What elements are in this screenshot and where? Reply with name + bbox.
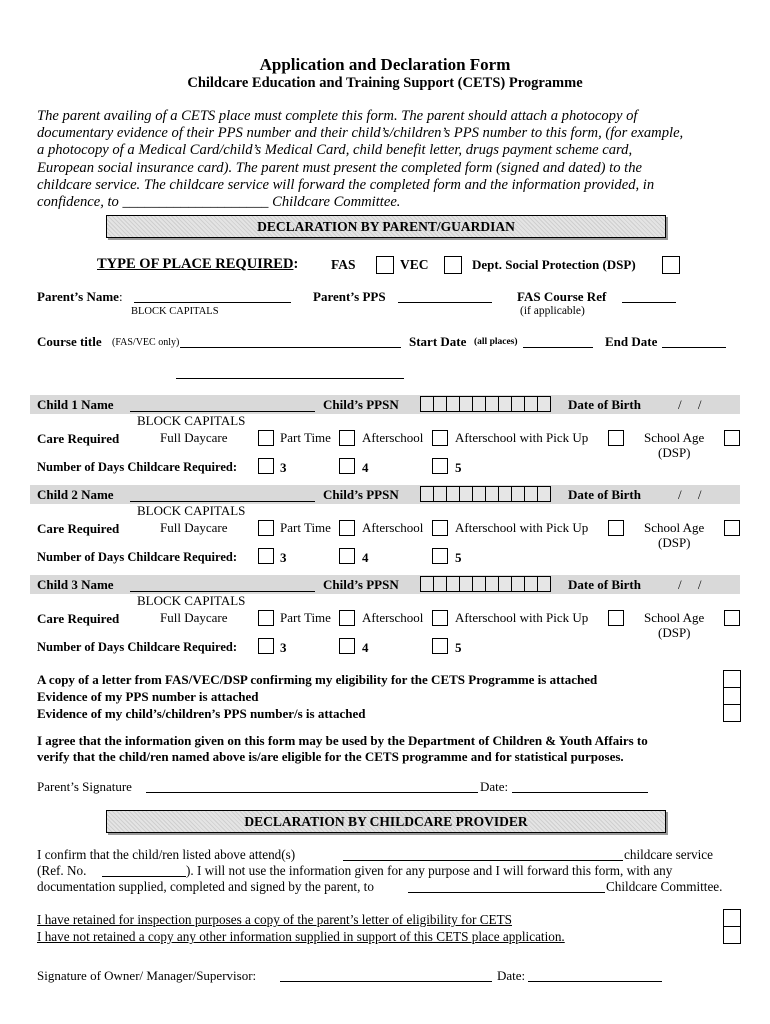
ppsn-digit-box[interactable] xyxy=(433,396,447,412)
ppsn-digit-box[interactable] xyxy=(537,396,551,412)
parents-name-label: Parent’s Name xyxy=(37,289,119,304)
parent-date-field[interactable] xyxy=(512,792,648,793)
part-time-checkbox[interactable] xyxy=(339,430,355,446)
ppsn-digit-box[interactable] xyxy=(485,486,499,502)
ppsn-digit-box[interactable] xyxy=(511,396,525,412)
committee-field[interactable] xyxy=(408,892,605,893)
retained-checkbox[interactable] xyxy=(723,909,741,927)
days-option-label: 5 xyxy=(455,640,462,655)
dsp-label: (DSP) xyxy=(658,445,691,460)
child-dob-field[interactable]: / / xyxy=(678,397,702,412)
page-subtitle: Childcare Education and Training Support (CETS) Programme xyxy=(187,75,583,91)
attachment-pps-checkbox[interactable] xyxy=(723,687,741,705)
child-name-label: Child 3 Name xyxy=(37,577,114,592)
child-name-label: Child 1 Name xyxy=(37,397,114,412)
provider-line2-end: ). I will not use the information given for any purpose and I will forward this form, with any xyxy=(186,863,673,878)
care-option-label: Afterschool xyxy=(362,430,424,445)
child-ppsn-label: Child’s PPSN xyxy=(323,397,399,412)
intro-line: a photocopy of a Medical Card/child’s Medical Card, child benefit letter, drugs payment scheme card, xyxy=(37,142,633,159)
not-retained-statement: I have not retained a copy any other information supplied in support of this CETS place application. xyxy=(37,929,565,944)
owner-date-label: Date: xyxy=(497,968,526,983)
ppsn-digit-box[interactable] xyxy=(537,576,551,592)
end-date-label: End Date xyxy=(605,334,658,349)
childcare-service-field[interactable] xyxy=(343,860,623,861)
school-age-label: School Age xyxy=(644,430,705,445)
child-ppsn-boxes[interactable] xyxy=(420,486,550,502)
full-daycare-checkbox[interactable] xyxy=(258,430,274,446)
ppsn-digit-box[interactable] xyxy=(524,576,538,592)
days-required-label: Number of Days Childcare Required: xyxy=(37,640,237,654)
days-option-label: 4 xyxy=(362,460,369,475)
ppsn-digit-box[interactable] xyxy=(433,576,447,592)
afterschool-checkbox[interactable] xyxy=(432,610,448,626)
child-name-label: Child 2 Name xyxy=(37,487,114,502)
ppsn-digit-box[interactable] xyxy=(420,576,434,592)
ppsn-digit-box[interactable] xyxy=(472,576,486,592)
intro-line: confidence, to ____________________ Childcare Committee. xyxy=(37,194,401,211)
owner-signature-label: Signature of Owner/ Manager/Supervisor: xyxy=(37,968,257,983)
child-dob-field[interactable]: / / xyxy=(678,577,702,592)
child-name-field[interactable] xyxy=(130,411,315,412)
ppsn-digit-box[interactable] xyxy=(459,486,473,502)
days-option-label: 3 xyxy=(280,550,287,565)
option-dsp-checkbox[interactable] xyxy=(662,256,680,274)
days-4-checkbox[interactable] xyxy=(339,548,355,564)
parents-name-heading xyxy=(37,289,123,305)
care-option-label: Full Daycare xyxy=(160,520,228,535)
ppsn-digit-box[interactable] xyxy=(511,576,525,592)
care-option-label: Afterschool xyxy=(362,520,424,535)
child-dob-label: Date of Birth xyxy=(568,487,641,502)
school-age-label: School Age xyxy=(644,520,705,535)
days-option-label: 3 xyxy=(280,640,287,655)
child-ppsn-label: Child’s PPSN xyxy=(323,577,399,592)
care-option-label: Afterschool with Pick Up xyxy=(455,610,589,625)
intro-line: The parent availing of a CETS place must complete this form. The parent should attach a photocopy of xyxy=(37,108,638,124)
fas-course-ref-field[interactable] xyxy=(622,302,676,303)
dsp-label: (DSP) xyxy=(658,535,691,550)
intro-line: documentary evidence of their PPS number and their child’s/children’s PPS number to this form, (for example, xyxy=(37,125,684,142)
parents-pps-field[interactable] xyxy=(398,302,492,303)
if-applicable-note: (if applicable) xyxy=(520,305,585,317)
option-vec-checkbox[interactable] xyxy=(444,256,462,274)
provider-line2-start: (Ref. No. xyxy=(37,863,87,878)
afterschool-pickup-checkbox[interactable] xyxy=(608,610,624,626)
ppsn-digit-box[interactable] xyxy=(446,486,460,502)
days-required-label: Number of Days Childcare Required: xyxy=(37,550,237,564)
child-block-capitals: BLOCK CAPITALS xyxy=(137,503,246,518)
afterschool-pickup-checkbox[interactable] xyxy=(608,430,624,446)
days-4-checkbox[interactable] xyxy=(339,458,355,474)
provider-declaration-banner: DECLARATION BY CHILDCARE PROVIDER xyxy=(106,810,666,833)
attachment-item: Evidence of my child’s/children’s PPS number/s is attached xyxy=(37,706,366,721)
school-age-checkbox[interactable] xyxy=(724,610,740,626)
option-dsp-label: Dept. Social Protection (DSP) xyxy=(472,257,636,272)
parents-name-field[interactable] xyxy=(134,302,291,303)
intro-paragraph xyxy=(37,108,737,211)
child-block-capitals: BLOCK CAPITALS xyxy=(137,593,246,608)
provider-line3-end: Childcare Committee. xyxy=(606,879,723,894)
place-type-heading xyxy=(97,256,298,273)
ppsn-digit-box[interactable] xyxy=(420,486,434,502)
child-block-capitals: BLOCK CAPITALS xyxy=(137,413,246,428)
child-ppsn-label: Child’s PPSN xyxy=(323,487,399,502)
option-fas-label: FAS xyxy=(331,257,356,272)
parents-name-colon: : xyxy=(118,289,123,304)
days-required-label: Number of Days Childcare Required: xyxy=(37,460,237,474)
school-age-checkbox[interactable] xyxy=(724,430,740,446)
block-capitals-note: BLOCK CAPITALS xyxy=(131,306,219,317)
place-type-label: TYPE OF PLACE REQUIRED xyxy=(97,256,294,272)
school-age-label: School Age xyxy=(644,610,705,625)
days-4-checkbox[interactable] xyxy=(339,638,355,654)
attachment-item: Evidence of my PPS number is attached xyxy=(37,689,259,704)
course-title-field-line2[interactable] xyxy=(176,378,404,379)
ppsn-digit-box[interactable] xyxy=(472,396,486,412)
ppsn-digit-box[interactable] xyxy=(498,576,512,592)
attachment-letter-checkbox[interactable] xyxy=(723,670,741,688)
days-option-label: 5 xyxy=(455,460,462,475)
provider-line3-start: documentation supplied, completed and signed by the parent, to xyxy=(37,879,374,894)
days-3-checkbox[interactable] xyxy=(258,548,274,564)
ppsn-digit-box[interactable] xyxy=(524,486,538,502)
ppsn-digit-box[interactable] xyxy=(433,486,447,502)
afterschool-checkbox[interactable] xyxy=(432,430,448,446)
care-option-label: Afterschool with Pick Up xyxy=(455,520,589,535)
owner-signature-field[interactable] xyxy=(280,981,492,982)
ppsn-digit-box[interactable] xyxy=(459,396,473,412)
child-ppsn-boxes[interactable] xyxy=(420,396,550,412)
agreement-line: verify that the child/ren named above is/are eligible for the CETS programme and for statistical purposes. xyxy=(37,749,624,764)
care-option-label: Full Daycare xyxy=(160,610,228,625)
ppsn-digit-box[interactable] xyxy=(485,576,499,592)
provider-line1-start: I confirm that the child/ren listed above attend(s) xyxy=(37,847,296,862)
child-name-field[interactable] xyxy=(130,501,315,502)
start-date-field[interactable] xyxy=(523,347,593,348)
part-time-checkbox[interactable] xyxy=(339,520,355,536)
child-dob-label: Date of Birth xyxy=(568,397,641,412)
attachment-item: A copy of a letter from FAS/VEC/DSP confirming my eligibility for the CETS Programme is attached xyxy=(37,672,598,687)
dsp-label: (DSP) xyxy=(658,625,691,640)
parent-signature-label: Parent’s Signature xyxy=(37,779,132,794)
days-5-checkbox[interactable] xyxy=(432,548,448,564)
afterschool-pickup-checkbox[interactable] xyxy=(608,520,624,536)
care-required-label: Care Required xyxy=(37,521,120,536)
care-option-label: Afterschool with Pick Up xyxy=(455,430,589,445)
parent-declaration-banner: DECLARATION BY PARENT/GUARDIAN xyxy=(106,215,666,238)
ppsn-digit-box[interactable] xyxy=(524,396,538,412)
ppsn-digit-box[interactable] xyxy=(472,486,486,502)
start-date-note: (all places) xyxy=(474,337,518,347)
retained-statement: I have retained for inspection purposes a copy of the parent’s letter of eligibility for CETS xyxy=(37,912,512,927)
owner-date-field[interactable] xyxy=(528,981,662,982)
place-type-colon: : xyxy=(293,256,299,272)
days-5-checkbox[interactable] xyxy=(432,458,448,474)
days-option-label: 4 xyxy=(362,550,369,565)
ppsn-digit-box[interactable] xyxy=(498,486,512,502)
not-retained-checkbox[interactable] xyxy=(723,926,741,944)
care-option-label: Part Time xyxy=(280,610,331,625)
ref-no-field[interactable] xyxy=(102,876,186,877)
start-date-label: Start Date xyxy=(409,334,467,349)
days-option-label: 5 xyxy=(455,550,462,565)
intro-line: European social insurance card). The parent must present the completed form (signed and dated) to the xyxy=(37,159,642,176)
care-option-label: Part Time xyxy=(280,430,331,445)
child-dob-label: Date of Birth xyxy=(568,577,641,592)
course-title-note: (FAS/VEC only) xyxy=(112,337,180,348)
full-daycare-checkbox[interactable] xyxy=(258,610,274,626)
end-date-field[interactable] xyxy=(662,347,726,348)
page-title: Application and Declaration Form xyxy=(259,55,511,74)
days-5-checkbox[interactable] xyxy=(432,638,448,654)
option-fas-checkbox[interactable] xyxy=(376,256,394,274)
ppsn-digit-box[interactable] xyxy=(498,396,512,412)
child-ppsn-boxes[interactable] xyxy=(420,576,550,592)
care-required-label: Care Required xyxy=(37,431,120,446)
intro-line: childcare service. The childcare service will forward the completed form and the information provided, in xyxy=(37,176,655,193)
part-time-checkbox[interactable] xyxy=(339,610,355,626)
child-name-field[interactable] xyxy=(130,591,315,592)
parents-pps-label: Parent’s PPS xyxy=(313,289,386,304)
option-vec-label: VEC xyxy=(400,257,429,272)
ppsn-digit-box[interactable] xyxy=(485,396,499,412)
full-daycare-checkbox[interactable] xyxy=(258,520,274,536)
course-title-field[interactable] xyxy=(180,347,401,348)
ppsn-digit-box[interactable] xyxy=(446,396,460,412)
child-dob-field[interactable]: / / xyxy=(678,487,702,502)
ppsn-digit-box[interactable] xyxy=(459,576,473,592)
ppsn-digit-box[interactable] xyxy=(420,396,434,412)
ppsn-digit-box[interactable] xyxy=(446,576,460,592)
care-option-label: Part Time xyxy=(280,520,331,535)
afterschool-checkbox[interactable] xyxy=(432,520,448,536)
care-required-label: Care Required xyxy=(37,611,120,626)
fas-course-ref-label: FAS Course Ref xyxy=(517,289,607,304)
parent-date-label: Date: xyxy=(480,779,509,794)
attachment-child-pps-checkbox[interactable] xyxy=(723,704,741,722)
days-option-label: 4 xyxy=(362,640,369,655)
care-option-label: Afterschool xyxy=(362,610,424,625)
parent-signature-field[interactable] xyxy=(146,792,478,793)
school-age-checkbox[interactable] xyxy=(724,520,740,536)
agreement-line: I agree that the information given on this form may be used by the Department of Children & Youth Affairs to xyxy=(37,733,648,748)
ppsn-digit-box[interactable] xyxy=(511,486,525,502)
days-3-checkbox[interactable] xyxy=(258,638,274,654)
care-option-label: Full Daycare xyxy=(160,430,228,445)
days-option-label: 3 xyxy=(280,460,287,475)
provider-line1-end: childcare service xyxy=(624,847,713,862)
course-title-label: Course title xyxy=(37,334,102,349)
ppsn-digit-box[interactable] xyxy=(537,486,551,502)
days-3-checkbox[interactable] xyxy=(258,458,274,474)
